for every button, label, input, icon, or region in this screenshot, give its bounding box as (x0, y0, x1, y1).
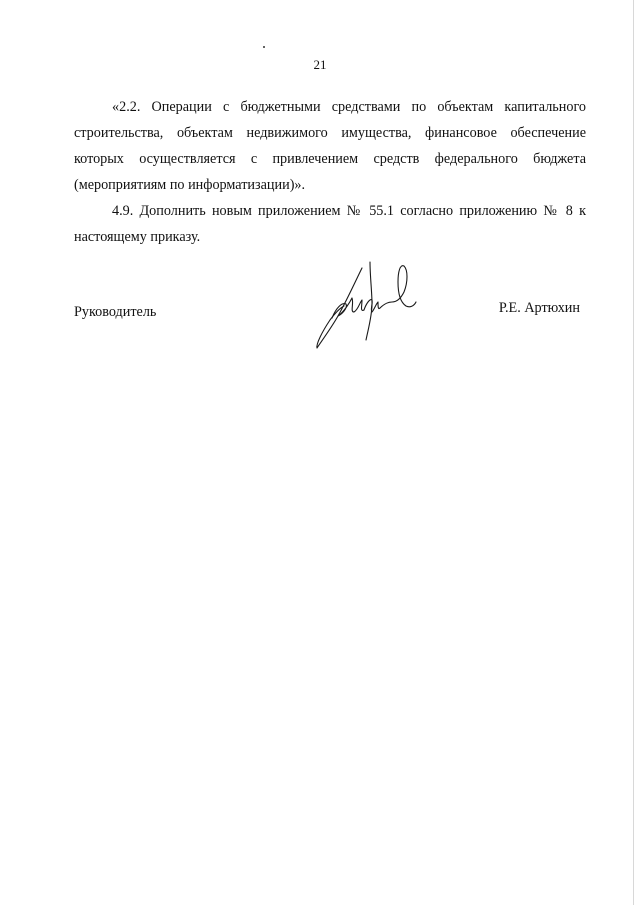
paragraph-4-9: 4.9. Дополнить новым приложением № 55.1 согласно приложению № 8 к настоящему приказу. (74, 203, 586, 245)
signatory-title: Руководитель (74, 304, 157, 320)
signatory-name: Р.Е. Артюхин (498, 300, 580, 316)
page-number: 21 (313, 57, 327, 72)
paragraph-2-2: «2.2. Операции с бюджетными средствами по объектам капитального строительства, объектам недвижимого имущества, финансовое обеспечение которых осуществляется с привлечением средств федерального бюджета (мероприятиям по информатизации)». (74, 99, 586, 193)
scan-edge (633, 0, 634, 905)
scan-speck (263, 46, 265, 48)
handwritten-signature (310, 258, 420, 353)
